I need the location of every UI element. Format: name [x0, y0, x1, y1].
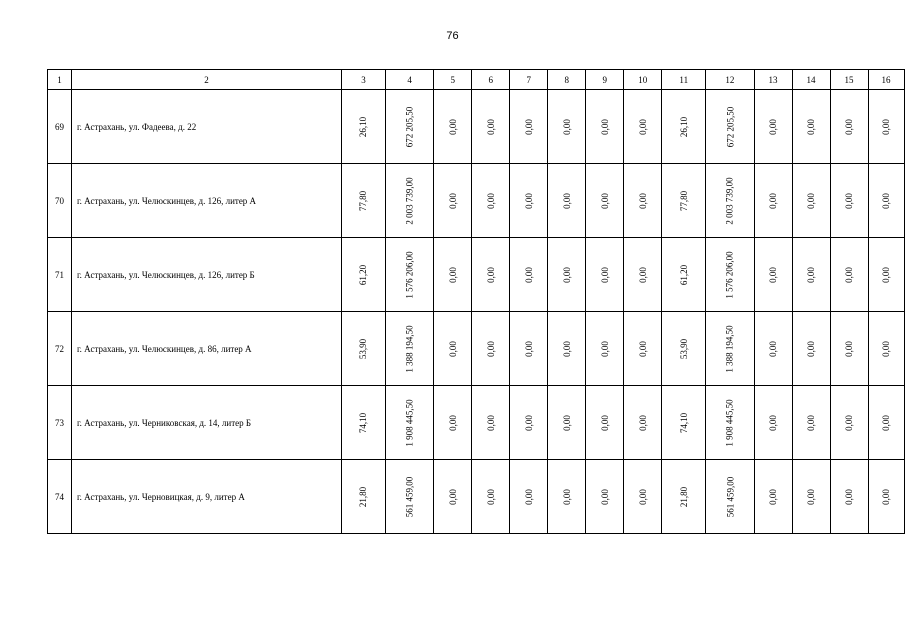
- column-header: 9: [586, 70, 624, 90]
- value-cell: [624, 238, 662, 312]
- value-cell: [342, 460, 386, 534]
- value-text: 0,00: [523, 340, 534, 357]
- value-cell: [754, 312, 792, 386]
- value-text: 53,90: [678, 338, 689, 359]
- value-text: 0,00: [637, 488, 648, 505]
- column-header: 11: [662, 70, 706, 90]
- table-row: [48, 312, 905, 386]
- value-text: 672 205,50: [404, 106, 415, 147]
- table-row: [48, 386, 905, 460]
- value-text: 0,00: [637, 340, 648, 357]
- value-cell: [706, 386, 754, 460]
- value-cell: [662, 460, 706, 534]
- value-cell: [792, 238, 830, 312]
- value-cell: [434, 312, 472, 386]
- value-cell: [754, 238, 792, 312]
- value-text: 561 459,00: [724, 476, 735, 517]
- value-text: 0,00: [768, 340, 778, 357]
- value-cell: [386, 90, 434, 164]
- value-cell: [548, 164, 586, 238]
- value-cell: [830, 460, 868, 534]
- value-text: 0,00: [599, 414, 610, 431]
- column-header: 13: [754, 70, 792, 90]
- value-text: 0,00: [523, 488, 534, 505]
- value-text: 0,00: [806, 192, 816, 209]
- value-cell: [342, 386, 386, 460]
- value-text: 1 388 194,50: [404, 324, 415, 373]
- value-cell: [706, 312, 754, 386]
- value-text: 21,80: [678, 486, 689, 507]
- value-text: 0,00: [599, 488, 610, 505]
- column-header: 8: [548, 70, 586, 90]
- value-cell: [586, 238, 624, 312]
- value-cell: [548, 312, 586, 386]
- value-cell: [472, 238, 510, 312]
- value-cell: [548, 460, 586, 534]
- value-cell: [386, 312, 434, 386]
- value-cell: [706, 460, 754, 534]
- value-cell: [792, 386, 830, 460]
- value-cell: [662, 164, 706, 238]
- address-cell: г. Астрахань, ул. Черновицкая, д. 9, литер А: [72, 460, 342, 534]
- table-header-row: [48, 70, 905, 90]
- value-text: 26,10: [358, 116, 369, 137]
- value-cell: [548, 238, 586, 312]
- value-text: 0,00: [485, 340, 496, 357]
- table-row: [48, 238, 905, 312]
- value-text: 0,00: [485, 488, 496, 505]
- value-text: 0,00: [447, 118, 458, 135]
- value-cell: [548, 386, 586, 460]
- row-number-cell: 69: [48, 90, 72, 164]
- value-cell: [510, 460, 548, 534]
- value-text: 26,10: [678, 116, 689, 137]
- value-text: 0,00: [881, 118, 891, 135]
- value-cell: [792, 460, 830, 534]
- column-header: 5: [434, 70, 472, 90]
- value-cell: [830, 312, 868, 386]
- value-text: 2 003 739,00: [724, 176, 735, 225]
- value-text: 0,00: [599, 192, 610, 209]
- value-text: 0,00: [881, 266, 891, 283]
- value-text: 0,00: [806, 340, 816, 357]
- column-header: 6: [472, 70, 510, 90]
- value-text: 1 576 206,00: [724, 250, 735, 299]
- value-cell: [706, 90, 754, 164]
- page-number: 76: [446, 30, 459, 42]
- value-cell: [342, 238, 386, 312]
- value-text: 0,00: [447, 414, 458, 431]
- value-text: 0,00: [806, 414, 816, 431]
- value-cell: [342, 90, 386, 164]
- value-cell: [868, 460, 904, 534]
- value-cell: [342, 164, 386, 238]
- value-cell: [510, 312, 548, 386]
- value-text: 0,00: [881, 414, 891, 431]
- value-text: 0,00: [806, 266, 816, 283]
- value-cell: [434, 386, 472, 460]
- value-text: 0,00: [485, 192, 496, 209]
- value-cell: [472, 90, 510, 164]
- value-cell: [868, 312, 904, 386]
- value-text: 0,00: [485, 414, 496, 431]
- value-cell: [548, 90, 586, 164]
- value-cell: [510, 90, 548, 164]
- value-cell: [510, 386, 548, 460]
- row-number-cell: 70: [48, 164, 72, 238]
- value-text: 0,00: [561, 192, 572, 209]
- row-number-cell: 73: [48, 386, 72, 460]
- column-header: 10: [624, 70, 662, 90]
- row-number-cell: 71: [48, 238, 72, 312]
- value-cell: [792, 90, 830, 164]
- value-cell: [662, 312, 706, 386]
- value-cell: [868, 164, 904, 238]
- data-table: [47, 69, 905, 534]
- value-text: 0,00: [637, 266, 648, 283]
- value-cell: [386, 460, 434, 534]
- value-text: 74,10: [678, 412, 689, 433]
- value-cell: [434, 164, 472, 238]
- value-text: 0,00: [447, 340, 458, 357]
- value-cell: [754, 164, 792, 238]
- value-cell: [754, 90, 792, 164]
- value-cell: [868, 238, 904, 312]
- value-cell: [624, 460, 662, 534]
- value-text: 0,00: [768, 488, 778, 505]
- value-cell: [706, 164, 754, 238]
- address-cell: г. Астрахань, ул. Челюскинцев, д. 86, литер А: [72, 312, 342, 386]
- value-text: 0,00: [768, 118, 778, 135]
- value-text: 0,00: [561, 488, 572, 505]
- value-text: 1 388 194,50: [724, 324, 735, 373]
- value-cell: [472, 386, 510, 460]
- value-text: 0,00: [485, 118, 496, 135]
- value-cell: [386, 386, 434, 460]
- value-text: 0,00: [447, 266, 458, 283]
- column-header: 12: [706, 70, 754, 90]
- column-header: 16: [868, 70, 904, 90]
- value-text: 0,00: [637, 192, 648, 209]
- value-text: 0,00: [599, 118, 610, 135]
- value-cell: [830, 164, 868, 238]
- value-cell: [510, 238, 548, 312]
- value-cell: [868, 386, 904, 460]
- value-text: 0,00: [881, 340, 891, 357]
- value-cell: [662, 90, 706, 164]
- value-text: 561 459,00: [404, 476, 415, 517]
- value-text: 0,00: [447, 192, 458, 209]
- value-cell: [830, 90, 868, 164]
- value-cell: [624, 164, 662, 238]
- value-text: 0,00: [768, 192, 778, 209]
- table-row: [48, 460, 905, 534]
- value-text: 0,00: [844, 340, 854, 357]
- column-header: 4: [386, 70, 434, 90]
- value-cell: [586, 164, 624, 238]
- value-cell: [830, 386, 868, 460]
- value-text: 0,00: [881, 192, 891, 209]
- value-cell: [706, 238, 754, 312]
- value-text: 0,00: [561, 266, 572, 283]
- value-cell: [792, 312, 830, 386]
- value-cell: [586, 386, 624, 460]
- value-cell: [472, 164, 510, 238]
- value-text: 2 003 739,00: [404, 176, 415, 225]
- value-cell: [434, 460, 472, 534]
- value-text: 0,00: [806, 118, 816, 135]
- value-text: 0,00: [485, 266, 496, 283]
- address-cell: г. Астрахань, ул. Челюскинцев, д. 126, литер Б: [72, 238, 342, 312]
- value-cell: [868, 90, 904, 164]
- row-number-cell: 74: [48, 460, 72, 534]
- value-text: 0,00: [844, 266, 854, 283]
- column-header: 1: [48, 70, 72, 90]
- value-text: 0,00: [844, 192, 854, 209]
- table-row: [48, 90, 905, 164]
- value-text: 672 205,50: [724, 106, 735, 147]
- value-cell: [662, 238, 706, 312]
- column-header: 7: [510, 70, 548, 90]
- value-cell: [830, 238, 868, 312]
- value-text: 0,00: [523, 414, 534, 431]
- value-text: 0,00: [561, 340, 572, 357]
- column-header: 14: [792, 70, 830, 90]
- value-cell: [662, 386, 706, 460]
- value-text: 0,00: [768, 266, 778, 283]
- value-text: 0,00: [637, 414, 648, 431]
- address-cell: г. Астрахань, ул. Фадеева, д. 22: [72, 90, 342, 164]
- value-cell: [586, 460, 624, 534]
- value-text: 1 576 206,00: [404, 250, 415, 299]
- value-cell: [434, 90, 472, 164]
- value-cell: [386, 164, 434, 238]
- value-text: 0,00: [844, 118, 854, 135]
- column-header: 2: [72, 70, 342, 90]
- value-text: 77,80: [358, 190, 369, 211]
- address-cell: г. Астрахань, ул. Черниковская, д. 14, литер Б: [72, 386, 342, 460]
- value-text: 0,00: [806, 488, 816, 505]
- value-cell: [754, 386, 792, 460]
- value-text: 0,00: [844, 414, 854, 431]
- value-cell: [624, 386, 662, 460]
- value-text: 0,00: [447, 488, 458, 505]
- table-row: [48, 164, 905, 238]
- value-text: 0,00: [561, 118, 572, 135]
- value-cell: [434, 238, 472, 312]
- value-cell: [586, 312, 624, 386]
- value-cell: [472, 460, 510, 534]
- value-cell: [624, 312, 662, 386]
- value-text: 77,80: [678, 190, 689, 211]
- value-cell: [624, 90, 662, 164]
- value-text: 0,00: [523, 118, 534, 135]
- value-text: 21,80: [358, 486, 369, 507]
- value-text: 61,20: [678, 264, 689, 285]
- column-header: 15: [830, 70, 868, 90]
- value-text: 0,00: [768, 414, 778, 431]
- value-text: 1 908 445,50: [724, 398, 735, 447]
- value-cell: [586, 90, 624, 164]
- value-text: 0,00: [561, 414, 572, 431]
- value-text: 0,00: [523, 266, 534, 283]
- value-text: 61,20: [358, 264, 369, 285]
- value-text: 0,00: [637, 118, 648, 135]
- value-cell: [386, 238, 434, 312]
- value-cell: [342, 312, 386, 386]
- value-cell: [792, 164, 830, 238]
- value-text: 0,00: [523, 192, 534, 209]
- address-cell: г. Астрахань, ул. Челюскинцев, д. 126, литер А: [72, 164, 342, 238]
- row-number-cell: 72: [48, 312, 72, 386]
- column-header: 3: [342, 70, 386, 90]
- value-text: 53,90: [358, 338, 369, 359]
- value-cell: [472, 312, 510, 386]
- value-text: 1 908 445,50: [404, 398, 415, 447]
- value-cell: [510, 164, 548, 238]
- value-text: 0,00: [844, 488, 854, 505]
- value-text: 0,00: [599, 266, 610, 283]
- value-text: 0,00: [599, 340, 610, 357]
- value-cell: [754, 460, 792, 534]
- value-text: 0,00: [881, 488, 891, 505]
- value-text: 74,10: [358, 412, 369, 433]
